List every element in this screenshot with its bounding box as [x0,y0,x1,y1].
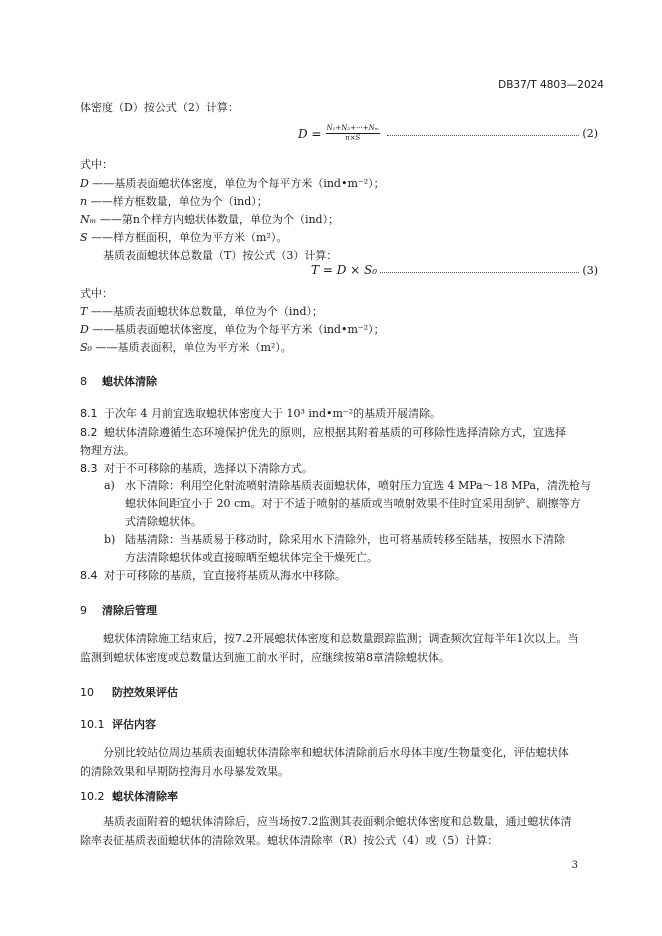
clause-8-1 [80,407,441,421]
where-label: 式中： [80,158,113,171]
formula-3-expr: T = D × S₀ [311,263,378,277]
list-item-label: b) [104,533,116,546]
section-title: 防控效果评估 [112,686,178,699]
var-row [80,341,292,355]
formula-2-denominator: n×S [345,134,361,142]
section-title: 清除后管理 [102,604,157,617]
var-symbol: T [80,305,88,318]
list-item-label: a) [104,479,115,492]
list-item-line: 陆基清除：当基质易于移动时，除采用水下清除外，也可将基质转移至陆基，按照水下清除 [125,533,565,546]
paragraph-line: 基质表面附着的螅状体清除后，应当场按7.2监测其表面剩余螅状体密度和总数量，通过螅状体清 [103,815,572,828]
clause-8-4 [80,569,346,583]
clause-text: 对于不可移除的基质，选择以下清除方式。 [104,462,313,475]
paragraph-line: 分别比较站位周边基质表面螅状体清除率和螅状体清除前后水母体丰度/生物量变化，评估螅状体 [103,746,569,759]
var-desc: ——第n个样方内螅状体数量，单位为个（ind）； [99,213,340,226]
where-label: 式中： [80,287,113,300]
clause-number: 8.1 [80,407,98,420]
formula-2-lhs: D = [298,126,322,141]
subsection-10-2-heading [80,790,178,804]
section-number: 10.1 [80,718,105,731]
section-number: 10 [80,686,94,699]
var-desc: ——基质表面螅状体密度，单位为个每平方米（ind•m⁻²）； [92,323,385,336]
clause-number: 8.3 [80,462,98,475]
section-8-heading [80,375,157,389]
leader-dots [387,135,579,136]
var-row [80,323,385,337]
clause-number: 8.2 [80,426,98,439]
paragraph-line: 除率表征基质表面螅状体的清除效果。螅状体清除率（R）按公式（4）或（5）计算： [80,834,499,847]
var-symbol: S [80,231,88,244]
formula-2-number: (2) [582,127,598,140]
var-desc: ——样方框面积，单位为平方米（m²）。 [91,231,288,244]
page-number: 3 [571,860,578,871]
formula-3 [311,263,598,277]
section-number: 9 [80,604,87,617]
clause-number: 8.4 [80,569,98,582]
paragraph-line: 监测到螅状体密度或总数量达到施工前水平时，应继续按第8章清除螅状体。 [80,651,450,664]
var-symbol: D [80,177,89,190]
clause-8-2 [80,426,566,440]
density-intro: 体密度（D）按公式（2）计算： [80,101,239,114]
var-symbol: Nₘ [80,213,97,226]
section-10-heading [80,686,178,700]
var-symbol: D [80,323,89,336]
clause-8-2-cont: 物理方法。 [80,444,135,457]
section-title: 螅状体清除率 [112,790,178,803]
var-desc: ——基质表面积，单位为平方米（m²）。 [95,341,292,354]
formula-2 [298,124,598,143]
list-item-line: 方法清除螅状体或直接晾晒至螅状体完全干燥死亡。 [125,551,378,564]
doc-code-header: DB37/T 4803—2024 [498,79,604,91]
var-row [80,231,287,245]
clause-text: 于次年 4 月前宜选取螅状体密度大于 10³ ind•m⁻²的基质开展清除。 [104,407,442,420]
var-symbol: S₀ [80,341,92,354]
clause-text: 螅状体清除遵循生态环境保护优先的原则，应根据其附着基质的可移除性选择清除方式，宜选择 [104,426,566,439]
section-title: 螅状体清除 [102,375,157,388]
var-row [80,305,323,319]
total-intro: 基质表面螅状体总数量（T）按公式（3）计算： [103,249,338,262]
var-row [80,177,385,191]
section-number: 8 [80,375,87,388]
leader-dots [380,272,579,273]
section-9-heading [80,604,157,618]
list-item-line: 式清除螅状体。 [125,515,202,528]
formula-3-number: (3) [582,263,598,277]
section-number: 10.2 [80,790,105,803]
var-desc: ——样方框数量，单位为个（ind）； [90,195,268,208]
var-desc: ——基质表面螅状体总数量，单位为个（ind）； [90,305,323,318]
var-row [80,195,268,209]
var-row [80,213,339,227]
list-item-line: 水下清除：利用空化射流喷射清除基质表面螅状体，喷射压力宜选 4 MPa～18 MPa，清洗枪与 [125,479,591,492]
list-item-line: 螅状体间距宜小于 20 cm。对于不适于喷射的基质或当喷射效果不佳时宜采用刮铲、刷擦等方 [125,497,581,510]
clause-8-3 [80,462,313,476]
paragraph-line: 的清除效果和早期防控海月水母暴发效果。 [80,765,289,778]
var-desc: ——基质表面螅状体密度，单位为个每平方米（ind•m⁻²）； [92,177,385,190]
paragraph-line: 螅状体清除施工结束后，按7.2开展螅状体密度和总数量跟踪监测；调查频次宜每半年1次以上。当 [103,632,579,645]
formula-2-fraction [326,124,381,143]
subsection-10-1-heading [80,718,156,732]
formula-2-numerator: N₁+N₂+···+Nₘ [326,124,380,132]
var-symbol: n [80,195,88,208]
section-title: 评估内容 [112,718,156,731]
clause-text: 对于可移除的基质，宜直接将基质从海水中移除。 [104,569,346,582]
